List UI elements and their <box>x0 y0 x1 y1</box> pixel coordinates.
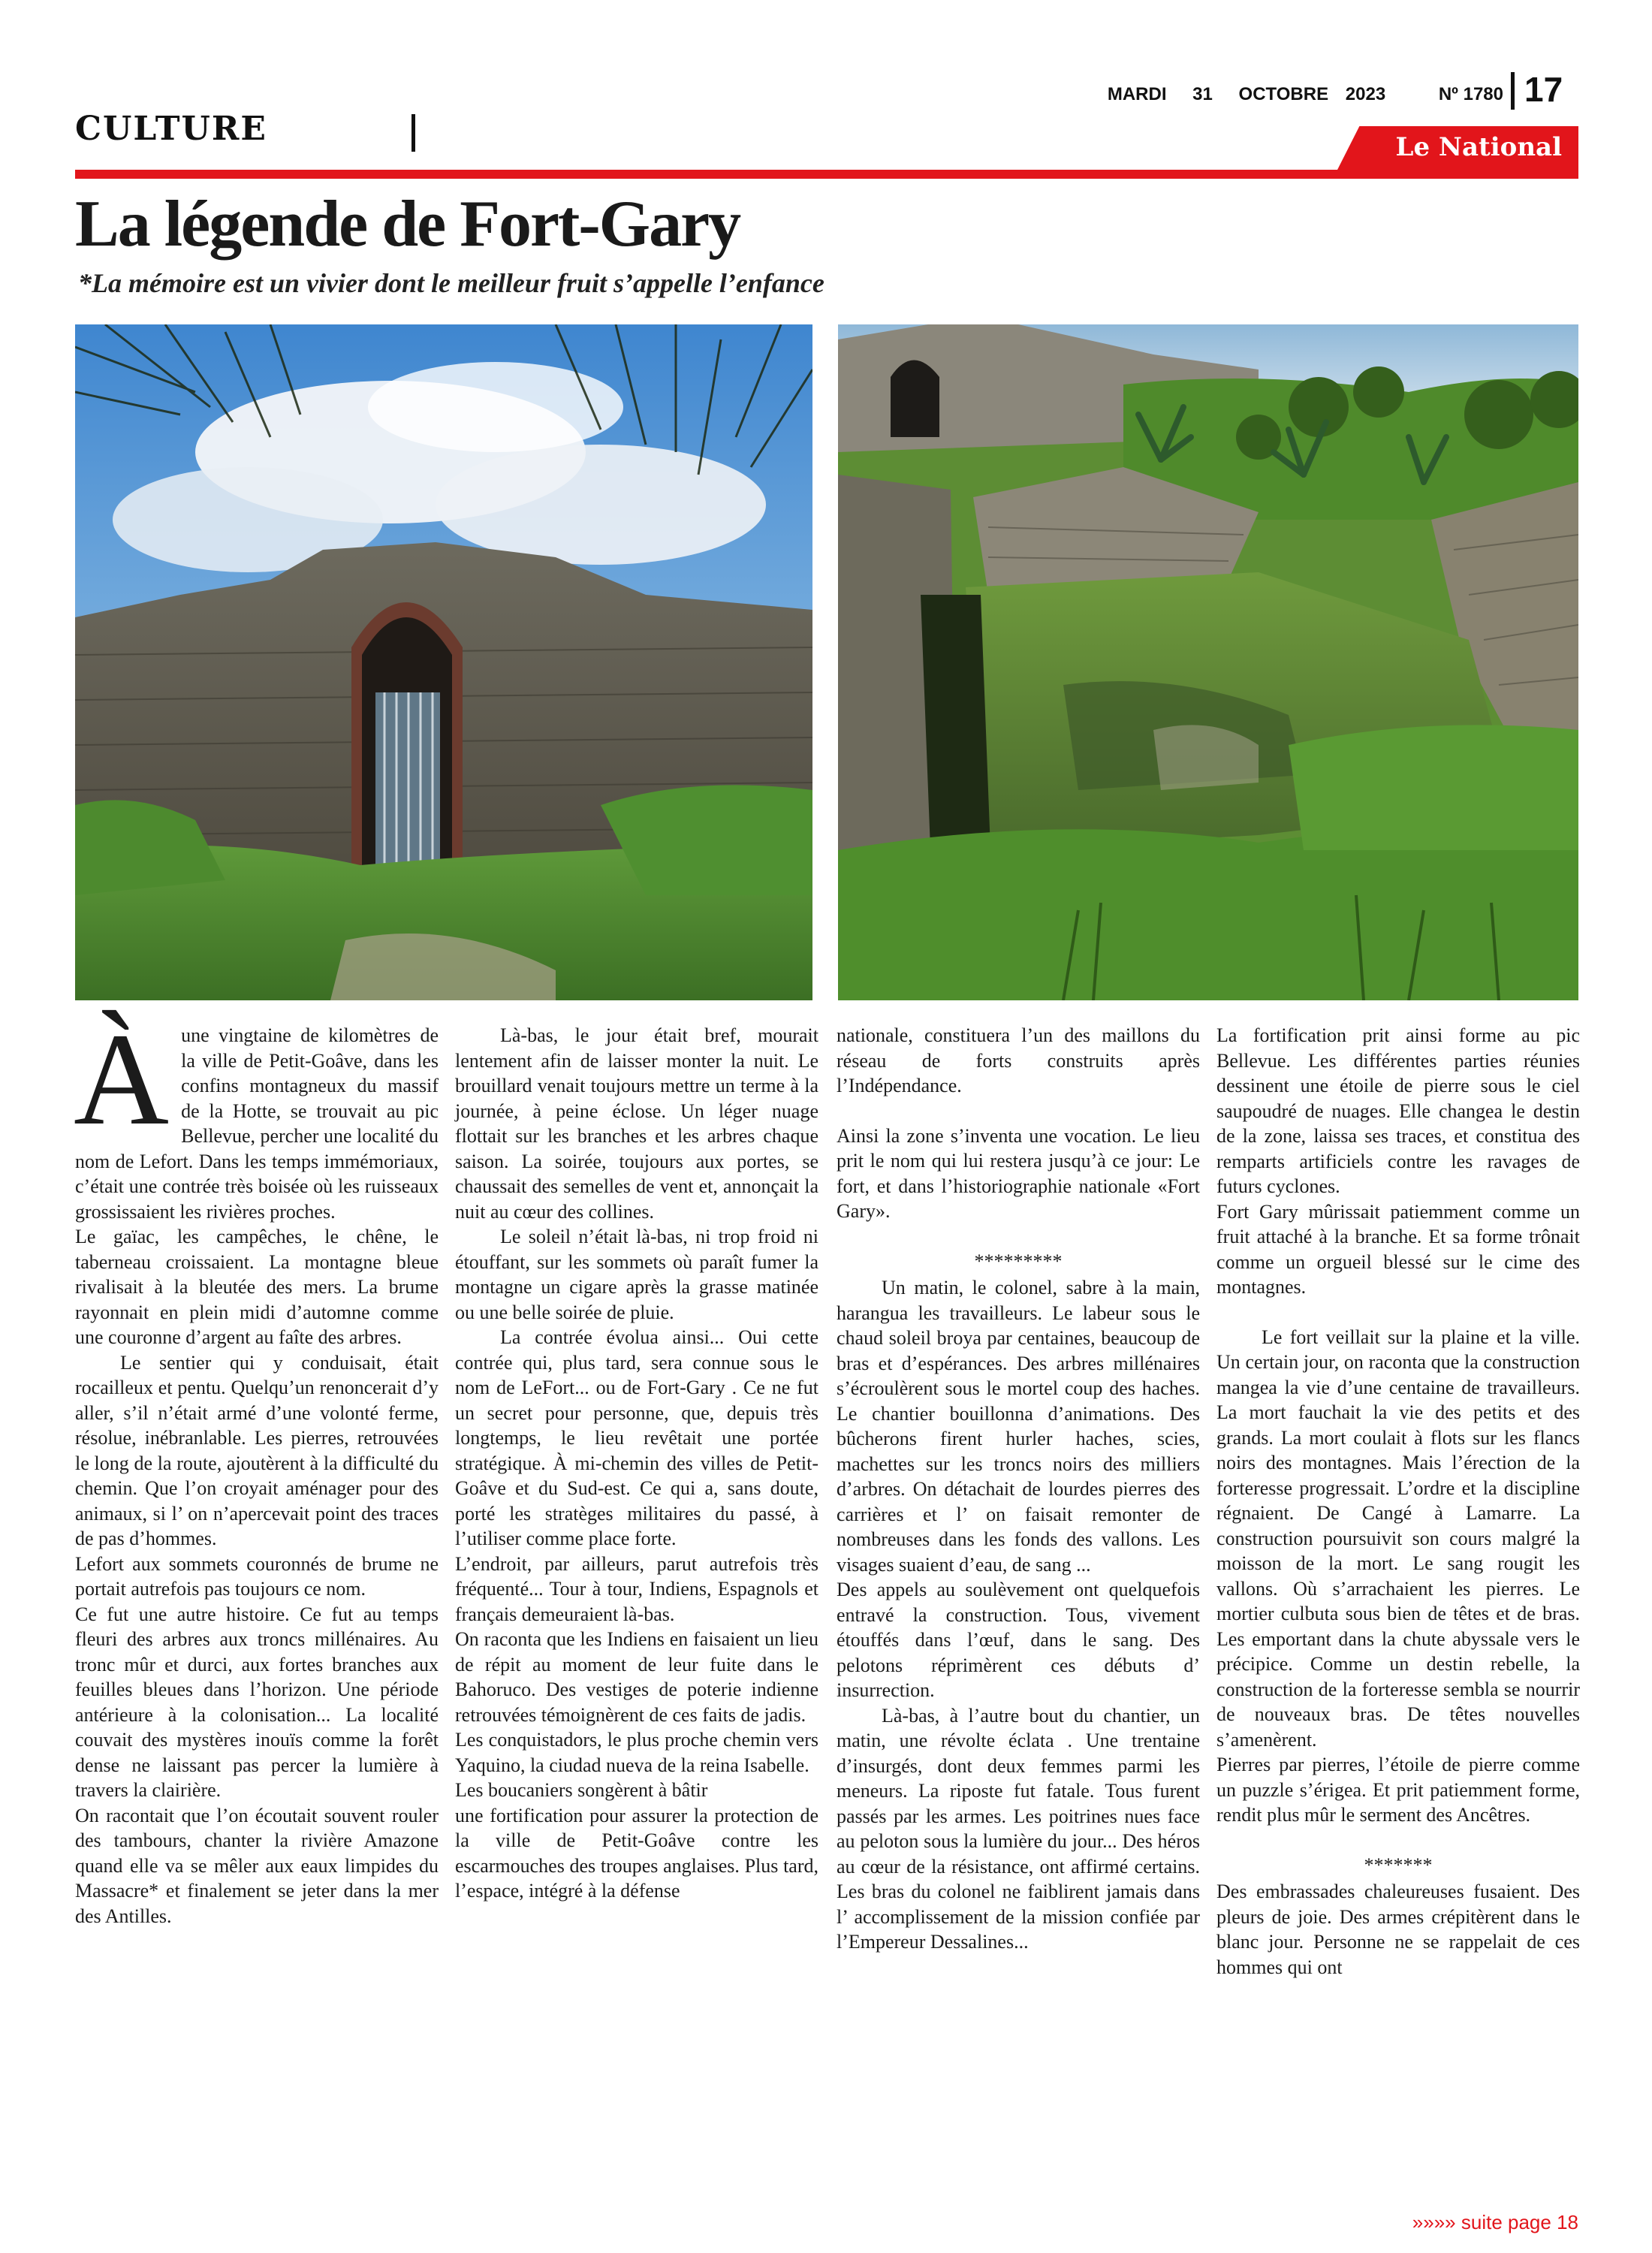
page-number: 17 <box>1524 70 1563 109</box>
article-title: La légende de Fort-Gary <box>75 188 740 261</box>
article-paragraph: On racontait que l’on écoutait souvent rouler des tambours, chanter la rivière Amazone quand elle va se mêler aux eaux limpides du Massacre* et finalement se jeter dans la mer des Antilles. <box>75 1804 439 1927</box>
article-paragraph: nationale, constituera l’un des maillons du réseau de forts construits après l’Indépendance. <box>837 1024 1200 1096</box>
newspaper-name: Le National <box>1395 132 1562 162</box>
paragraph-text: une vingtaine de kilomètres de la ville de Petit-Goâve, dans les confins montagneux du massif de la Hotte, se trouvait au pic Bellevue, percher une localité du nom de Lefort. Dans les temps immémoriaux, c’était une contrée très boisée où les ruisseaux grossissaient les rivières proches. <box>75 1024 439 1223</box>
article-paragraph: Un matin, le colonel, sabre à la main, harangua les travailleurs. Le labeur sous le chaud soleil broya par centaines, beaucoup de bras et d’espérances. Des arbres millénaires s’écroulèrent sous le mortel coup des haches. Le chantier bouillonna d’animations. Des bûcherons firent hurler haches, scies, machettes sur les troncs noirs des milliers d’arbres. On détachait de lourdes pierres des carrières et l’ on faisait remonter de nombreuses dans les fonds des vallons. Les visages suaient d’eau, de sang ... <box>837 1277 1200 1576</box>
section-break: ******* <box>1364 1853 1433 1876</box>
drop-cap: À <box>74 1006 170 1153</box>
article-paragraph: Pierres par pierres, l’étoile de pierre comme un puzzle s’érigea. Et prit patiemment forme, rendit plus mûr le serment des Ancêtres. <box>1216 1754 1580 1826</box>
article-paragraph: Des embrassades chaleureuses fusaient. Des pleurs de joie. Des armes crépitèrent dans le blanc jour. Personne ne se rappelait de ces hommes qui ont <box>1216 1881 1580 1978</box>
article-paragraph: On raconta que les Indiens en faisaient un lieu de répit au moment de leur fuite dans le Bahoruco. Des vestiges de poterie indienne retrouvées témoignèrent de ces faits de jadis. <box>455 1628 818 1726</box>
article-column-1 <box>74 1006 439 1929</box>
article-paragraph: Les boucaniers songèrent à bâtir <box>455 1779 708 1801</box>
article-paragraph: Ce fut une autre histoire. Ce fut au temps fleuri des arbres aux troncs millénaires. Au tronc mûr et durci, aux fortes branches aux feuilles bleues dans l’horizon. Une période antérieure à la colonisation... La localité couvait des mystères inouïs comme la forêt dense ne laissant pas percer la lumière à travers la clairière. <box>75 1603 439 1801</box>
issue-day: MARDI <box>1107 84 1167 104</box>
article-paragraph: Des appels au soulèvement ont quelquefois entravé la construction. Tous, vivement étouffés dans l’œuf, dans le sang. Des pelotons réprimèrent ces débuts d’ insurrection. <box>837 1579 1200 1701</box>
stone-gate-photo <box>75 324 812 1000</box>
article-column-2 <box>455 1023 818 1904</box>
article-paragraph <box>74 1006 439 1224</box>
issue-info <box>1087 84 1503 105</box>
section-break: ********* <box>974 1250 1063 1272</box>
article-paragraph: La fortification prit ainsi forme au pic Bellevue. Les différentes parties réunies dessinent une étoile de pierre sous le ciel saupoudré de nuages. Elle changea le destin de la zone, laissa ses traces, et constitua des remparts artificiels contre les ravages de futurs cyclones. <box>1216 1024 1580 1197</box>
fort-ruins-pond-photo <box>838 324 1578 1000</box>
article-paragraph: Le gaïac, les campêches, le chêne, le taberneau croissaient. La montagne bleue rivalisait à la bleutée des mers. La brume rayonnait en plein midi d’automne comme une couronne d’argent au faîte des arbres. <box>75 1226 439 1348</box>
article-paragraph: Les conquistadors, le plus proche chemin vers Yaquino, la ciudad nueva de la reina Isabelle. <box>455 1729 818 1776</box>
article-paragraph: une fortification pour assurer la protection de la ville de Petit-Goâve contre les escarmouches des troupes anglaises. Plus tard, l’espace, intégré à la défense <box>455 1804 818 1902</box>
article-paragraph: L’endroit, par ailleurs, parut autrefois très fréquenté... Tour à tour, Indiens, Espagnols et français demeuraient là-bas. <box>455 1552 818 1625</box>
article-paragraph: Ainsi la zone s’inventa une vocation. Le lieu prit le nom qui lui restera jusqu’à ce jour: Le fort, et dans l’historiographie nationale «Fort Gary». <box>837 1124 1200 1222</box>
header-rule <box>75 170 1578 179</box>
article-paragraph: Le soleil n’était là-bas, ni trop froid ni étouffant, sur les sommets où paraît fumer la montagne un cigare après la grasse matinée ou une belle soirée de pluie. <box>455 1226 818 1323</box>
article-paragraph: Là-bas, à l’autre bout du chantier, un matin, une révolte éclata . Une trentaine d’insurgés, dont deux femmes parmi les meneurs. La riposte fut fatale. Tous furent passés par les armes. Les poitrines nues face au peloton sous la lumière du jour... Des héros au cœur de la résistance, ont affirmé certains. Les bras du colonel ne faiblirent jamais dans l’ accomplissement de la mission confiée par l’Empereur Dessalines... <box>837 1704 1200 1953</box>
article-subtitle: *La mémoire est un vivier dont le meilleur fruit s’appelle l’enfance <box>78 268 824 298</box>
article-column-4 <box>1216 1023 1580 1980</box>
section-label: CULTURE <box>75 110 267 148</box>
issue-number: Nº 1780 <box>1438 84 1503 104</box>
article-paragraph: Fort Gary mûrissait patiemment comme un fruit attaché à la branche. Et sa forme trônait comme un orgueil blessé sur le cime des montagnes. <box>1216 1200 1580 1298</box>
issue-date: 31 <box>1192 84 1213 104</box>
continued-link[interactable]: »»»» suite page 18 <box>1412 2211 1578 2233</box>
article-paragraph: Lefort aux sommets couronnés de brume ne portait autrefois pas toujours ce nom. <box>75 1552 439 1600</box>
page-number-divider <box>1511 72 1515 110</box>
article-column-3 <box>837 1023 1200 1955</box>
article-paragraph: La contrée évolua ainsi... Oui cette contrée qui, plus tard, sera connue sous le nom de LeFort... ou de Fort-Gary . Ce ne fut un secret pour personne, que, depuis très longtemps, le lieu revêtait une portée stratégique. À mi-chemin des villes de Petit-Goâve et du Sud-est. Ce qui a, sans doute, porté les stratèges militaires du passé, à l’utiliser comme place forte. <box>455 1326 818 1549</box>
section-divider <box>411 114 415 152</box>
article-paragraph: Là-bas, le jour était bref, mourait lentement afin de laisser monter la nuit. Le brouillard venait toujours mettre un terme à la journée, à peine éclose. Un léger nuage flottait sur les branches et les arbres chaque saison. La soirée, toujours aux portes, se chaussait des semelles de vent et, annonçait la nuit au cœur des collines. <box>455 1024 818 1223</box>
article-paragraph: Le sentier qui y conduisait, était rocailleux et pentu. Quelqu’un renoncerait d’y aller, s’il n’était armé d’une volonté ferme, résolue, inébranlable. Les pierres, retrouvées le long de la route, ajoutèrent à la difficulté du chemin. Que l’on croyait aménager pour des animaux, si l’ on n’apercevait point des traces de pas d’hommes. <box>75 1351 439 1549</box>
issue-year: 2023 <box>1345 84 1386 104</box>
article-paragraph: Le fort veillait sur la plaine et la ville. Un certain jour, on raconta que la construction mangea la vie d’une centaine de travailleurs. La mort fauchait la vie des petits et des grands. La mort coulait à flots sur les flancs noirs des montagnes. Mais l’érection de la forteresse progressait. L’ordre et la discipline régnaient. De Cangé à Lamarre. La construction poursuivit son cours malgré la moisson de la mort. Le sang rougit les vallons. Où s’arrachaient les pierres. Le mortier culbuta sous bien de têtes et de bras. Les emportant dans la chute abyssale vers le précipice. Comme un destin rebelle, la construction de la forteresse sembla se nourrir de nouveaux bras. De têtes nouvelles s’amenèrent. <box>1216 1326 1580 1751</box>
issue-month: OCTOBRE <box>1238 84 1329 104</box>
